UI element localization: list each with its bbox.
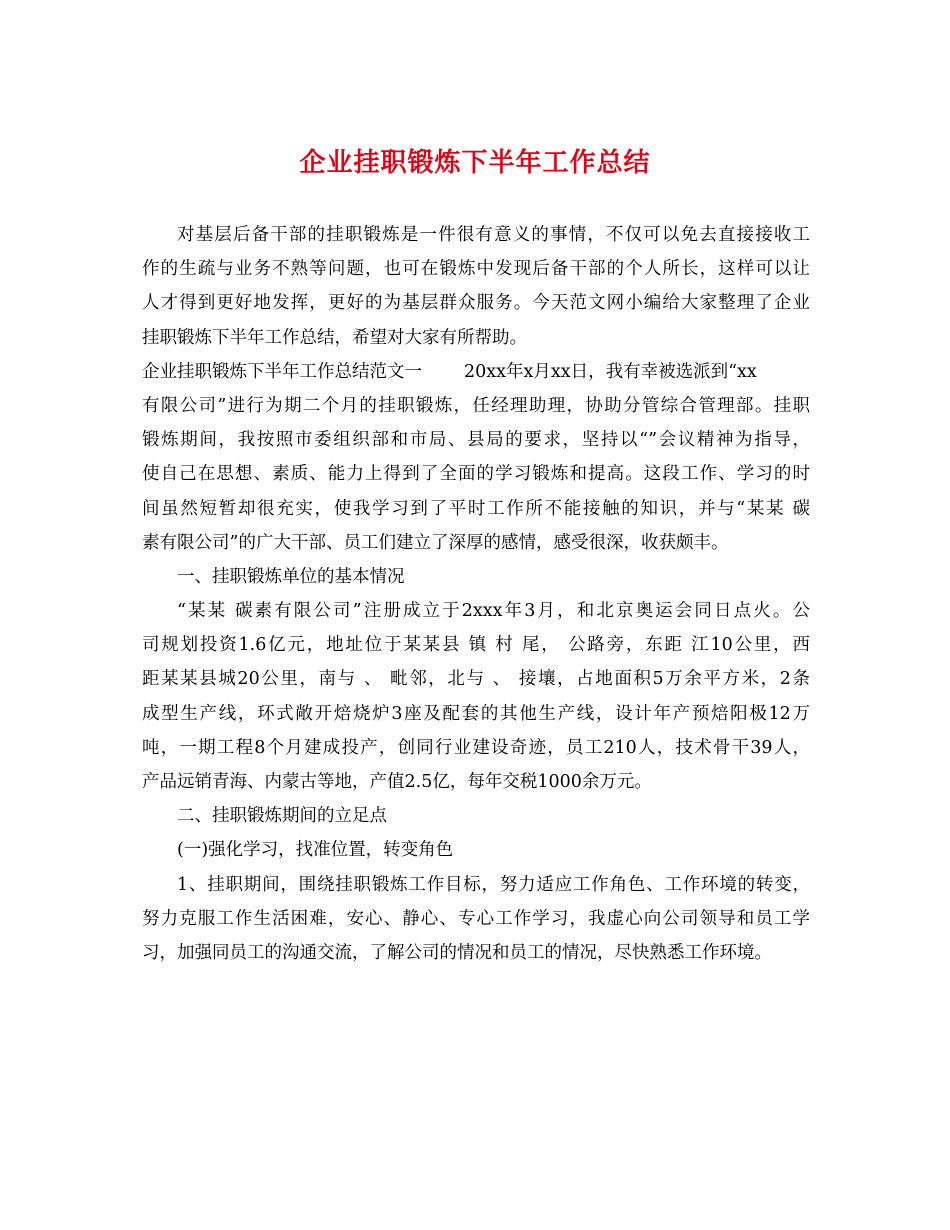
- text-line: 习，加强同员工的沟通交流，了解公司的情况和员工的情况，尽快熟悉工作环境。: [142, 942, 772, 963]
- section-heading: 一、挂职锻炼单位的基本情况: [177, 566, 405, 587]
- text-line: 间虽然短暂却很充实，使我学习到了平时工作所不能接触的知识，并与“某某 碳: [142, 498, 810, 519]
- text-line: 吨，一期工程8个月建成投产，创同行业建设奇迹，员工210人，技术骨干39人，: [142, 737, 810, 758]
- text-line: 人才得到更好地发挥，更好的为基层群众服务。今天范文网小编给大家整理了企业: [142, 293, 810, 314]
- text-line: 距某某县城20公里，南与 、 毗邻，北与 、 接壤，占地面积5万余平方米，2条: [142, 669, 810, 690]
- text-line: 努力克服工作生活困难，安心、静心、专心工作学习，我虚心向公司领导和员工学: [142, 908, 810, 929]
- text-line: 成型生产线，环式敞开焙烧炉3座及配套的其他生产线，设计年产预焙阳极12万: [142, 703, 810, 724]
- text-line: 1、挂职期间，围绕挂职锻炼工作目标，努力适应工作角色、工作环境的转变，: [177, 874, 810, 895]
- text-line: 锻炼期间，我按照市委组织部和市局、县局的要求，坚持以“”会议精神为指导，: [142, 430, 810, 451]
- section-subtitle: 企业挂职锻炼下半年工作总结范文一: [142, 361, 422, 382]
- document-body: [142, 218, 810, 970]
- document-title: 企业挂职锻炼下半年工作总结: [299, 148, 651, 178]
- section-heading: 二、挂职锻炼期间的立足点: [177, 806, 387, 827]
- text-line: 素有限公司”的广大干部、员工们建立了深厚的感情，感受很深，收获颇丰。: [142, 532, 729, 553]
- text-line: 司规划投资1.6亿元，地址位于某某县 镇 村 尾， 公路旁，东距 江10公里，西: [142, 635, 810, 656]
- text-line: 对基层后备干部的挂职锻炼是一件很有意义的事情，不仅可以免去直接接收工: [177, 225, 810, 245]
- text-line: “某某 碳素有限公司”注册成立于2xxx年3月，和北京奥运会同日点火。公: [177, 601, 810, 622]
- text-line: 作的生疏与业务不熟等问题，也可在锻炼中发现后备干部的个人所长，这样可以让: [142, 259, 810, 280]
- text-line: 使自己在思想、素质、能力上得到了全面的学习锻炼和提高。这段工作、学习的时: [142, 464, 810, 485]
- text-line: 产品远销青海、内蒙古等地，产值2.5亿，每年交税1000余万元。: [142, 772, 652, 792]
- text-line: 有限公司”进行为期二个月的挂职锻炼，任经理助理，协助分管综合管理部。挂职: [142, 395, 810, 416]
- text-segment: 20xx年x月xx日，我有幸被选派到“xx: [464, 361, 757, 382]
- subsection-heading: (一)强化学习，找准位置，转变角色: [177, 840, 454, 861]
- text-line-with-subtitle: [142, 355, 810, 389]
- text-line: 挂职锻炼下半年工作总结，希望对大家有所帮助。: [142, 327, 527, 348]
